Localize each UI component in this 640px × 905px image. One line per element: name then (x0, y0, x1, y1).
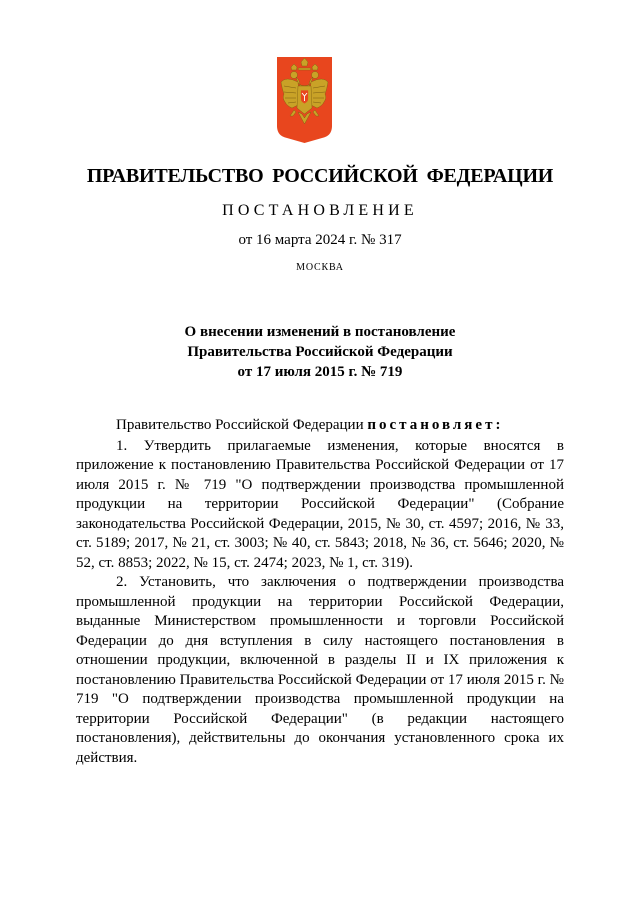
document-date-number: от 16 марта 2024 г. № 317 (238, 232, 402, 248)
intro-paragraph (76, 416, 564, 436)
russian-coat-of-arms-icon (276, 56, 333, 144)
intro-prefix: Правительство Российской Федерации (116, 417, 364, 433)
heading-line: О внесении изменений в постановление (184, 324, 456, 340)
paragraph-1: 1. Утвердить прилагаемые изменения, которые вносятся в приложение к постановлению Правительства Российской Федерации от 17 июля 2015 г. № 719 "О подтверждении производства промышленной продукции на территории Российской Федерации" (Собрание законодательства Российской Федерации, 2015, № 30, ст. 4597; 2016, № 33, ст. 5189; 2017, № 21, ст. 3003; № 40, ст. 5843; 2018, № 36, ст. 5646; 2020, № 52, ст. 8853; 2022, № 15, ст. 2474; 2023, № 1, ст. 319). (76, 437, 564, 571)
document-heading (0, 322, 640, 382)
paragraph-2: 2. Установить, что заключения о подтверждении производства промышленной продукции на территории Российской Федерации, выданные Министерством промышленности и торговли Российской Федерации до дня вступления в силу настоящего постановления в отношении продукции, включенной в разделы II и IX приложения к постановлению Правительства Российской Федерации от 17 июля 2015 г. № 719 "О подтверждении производства промышленной продукции на территории Российской Федерации" (в редакции настоящего постановления), действительны до окончания установленного срока их действия. (76, 574, 564, 766)
document-city: МОСКВА (296, 262, 344, 273)
heading-line: от 17 июля 2015 г. № 719 (237, 364, 403, 380)
heading-line: Правительства Российской Федерации (187, 344, 453, 360)
document-body (76, 416, 564, 768)
decree-word: постановляет: (367, 417, 504, 433)
document-type: ПОСТАНОВЛЕНИЕ (222, 202, 418, 219)
government-title: ПРАВИТЕЛЬСТВО РОССИЙСКОЙ ФЕДЕРАЦИИ (86, 165, 554, 187)
